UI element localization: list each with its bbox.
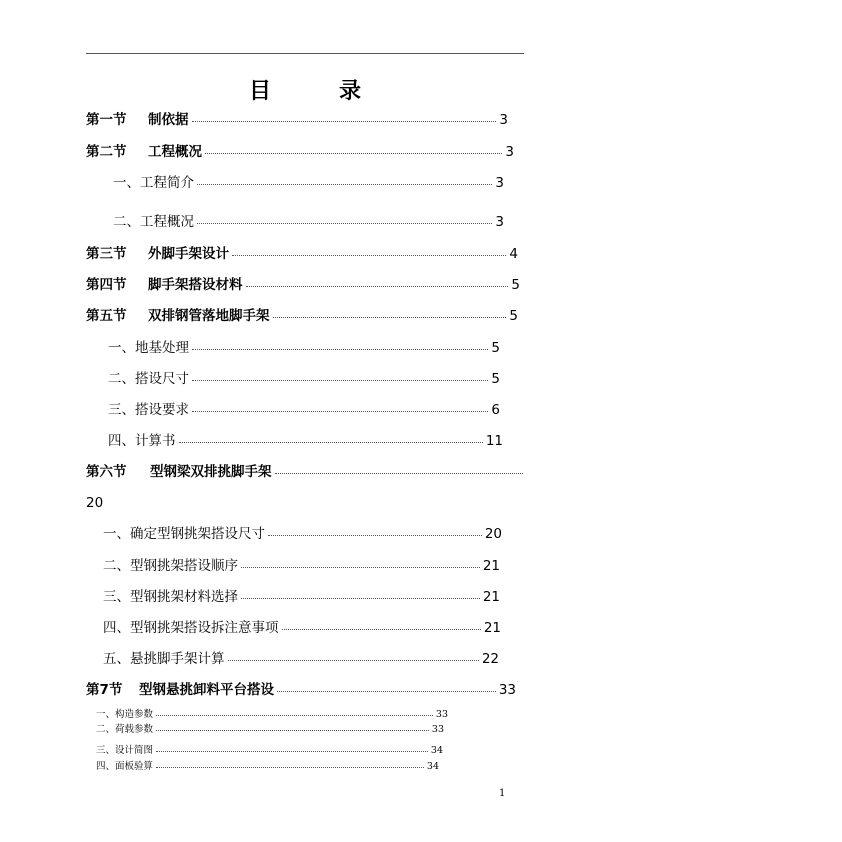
toc-entry-label: 二、工程概况 — [113, 214, 194, 230]
toc-entry-label: 三、设计简图 — [96, 745, 154, 756]
toc-entry-section-2[interactable] — [86, 144, 514, 160]
toc-page-number: 5 — [491, 340, 500, 356]
dot-leader — [275, 473, 524, 474]
toc-page-number: 33 — [435, 709, 448, 720]
section-number: 第六节 — [86, 464, 127, 480]
toc-entry-section-4[interactable] — [86, 277, 520, 293]
toc-entry-section-7[interactable] — [86, 682, 516, 698]
dot-leader — [156, 730, 429, 731]
toc-entry-section-1[interactable] — [86, 112, 508, 128]
dot-leader — [179, 442, 483, 443]
toc-entry-2-1[interactable] — [113, 175, 504, 191]
toc-entry-label: 四、型钢挑架搭设拆注意事项 — [103, 620, 279, 636]
dot-leader — [246, 286, 509, 287]
toc-page-number: 34 — [426, 761, 439, 772]
toc-entry-label: 双排钢管落地脚手架 — [148, 308, 270, 324]
toc-entry-label: 五、悬挑脚手架计算 — [103, 651, 225, 667]
dot-leader — [277, 691, 496, 692]
toc-page-number: 4 — [509, 246, 518, 262]
toc-entry-label: 四、面板验算 — [96, 761, 154, 772]
toc-entry-5-3[interactable] — [108, 402, 500, 418]
toc-entry-label: 一、地基处理 — [108, 340, 189, 356]
dot-leader — [205, 153, 502, 154]
dot-leader — [197, 184, 492, 185]
toc-page-number: 6 — [491, 402, 500, 418]
dot-leader — [192, 411, 488, 412]
toc-page-number: 5 — [491, 371, 500, 387]
toc-entry-label: 二、搭设尺寸 — [108, 371, 189, 387]
toc-entry-5-1[interactable] — [108, 340, 500, 356]
toc-page-number: 21 — [482, 558, 500, 574]
section-number: 第五节 — [86, 308, 127, 324]
dot-leader — [241, 567, 480, 568]
toc-entry-6-1[interactable] — [103, 526, 502, 542]
toc-page-number: 3 — [495, 175, 504, 191]
dot-leader — [232, 255, 506, 256]
toc-page-number: 22 — [481, 651, 499, 667]
dot-leader — [156, 767, 424, 768]
toc-entry-label: 型钢悬挑卸料平台搭设 — [139, 682, 274, 698]
dot-leader — [192, 121, 497, 122]
toc-entry-7-2[interactable] — [96, 724, 444, 736]
dot-leader — [197, 223, 492, 224]
title-char-2: 录 — [339, 79, 362, 104]
toc-entry-6-3[interactable] — [103, 589, 500, 605]
toc-entry-label: 一、工程简介 — [113, 175, 194, 191]
section-number: 第四节 — [86, 277, 127, 293]
toc-entry-label: 型钢梁双排挑脚手架 — [150, 464, 272, 480]
toc-entry-label: 一、确定型钢挑架搭设尺寸 — [103, 526, 265, 542]
toc-entry-section-5[interactable] — [86, 308, 518, 324]
toc-entry-label: 二、荷载参数 — [96, 724, 154, 735]
page-title — [86, 74, 524, 105]
toc-entry-section-6[interactable] — [86, 464, 524, 480]
dot-leader — [192, 380, 488, 381]
toc-entry-label: 二、型钢挑架搭设顺序 — [103, 558, 238, 574]
toc-entry-7-1[interactable] — [96, 709, 448, 721]
dot-leader — [228, 660, 479, 661]
toc-page-number-wrapped: 20 — [86, 495, 104, 511]
section-number: 第7节 — [86, 682, 123, 698]
dot-leader — [156, 715, 433, 716]
toc-entry-label: 三、搭设要求 — [108, 402, 189, 418]
toc-page-number: 33 — [431, 724, 444, 735]
toc-page-number: 34 — [430, 745, 443, 756]
page-number: 1 — [499, 788, 506, 799]
toc-entry-label: 一、构造参数 — [96, 709, 154, 720]
toc-entry-label: 三、型钢挑架材料选择 — [103, 589, 238, 605]
toc-entry-label: 制依据 — [148, 112, 189, 128]
toc-page-number: 33 — [498, 682, 516, 698]
toc-entry-label: 工程概况 — [148, 144, 202, 160]
dot-leader — [273, 317, 507, 318]
toc-entry-6-2[interactable] — [103, 558, 500, 574]
toc-entry-5-4[interactable] — [108, 433, 503, 449]
section-number: 第三节 — [86, 246, 127, 262]
dot-leader — [192, 349, 488, 350]
toc-page-number: 11 — [485, 433, 503, 449]
toc-entry-label: 外脚手架设计 — [148, 246, 229, 262]
title-char-1: 目 — [248, 79, 271, 104]
dot-leader — [156, 751, 428, 752]
toc-page-number: 20 — [484, 526, 502, 542]
toc-entry-6-4[interactable] — [103, 620, 501, 636]
toc-page-number: 21 — [482, 589, 500, 605]
toc-page-number: 5 — [509, 308, 518, 324]
dot-leader — [241, 598, 480, 599]
toc-entry-7-3[interactable] — [96, 745, 443, 757]
toc-page-number: 3 — [499, 112, 508, 128]
toc-entry-7-4[interactable] — [96, 761, 439, 773]
section-number: 第二节 — [86, 144, 127, 160]
toc-entry-label: 四、计算书 — [108, 433, 176, 449]
toc-entry-label: 脚手架搭设材料 — [148, 277, 243, 293]
header-rule — [86, 53, 524, 54]
dot-leader — [268, 535, 482, 536]
section-number: 第一节 — [86, 112, 127, 128]
toc-entry-section-3[interactable] — [86, 246, 518, 262]
dot-leader — [282, 629, 481, 630]
toc-entry-6-5[interactable] — [103, 651, 499, 667]
toc-page-number: 3 — [505, 144, 514, 160]
toc-page-number: 21 — [483, 620, 501, 636]
toc-entry-5-2[interactable] — [108, 371, 500, 387]
toc-page-number: 5 — [511, 277, 520, 293]
toc-page-number: 3 — [495, 214, 504, 230]
toc-entry-2-2[interactable] — [113, 214, 504, 230]
